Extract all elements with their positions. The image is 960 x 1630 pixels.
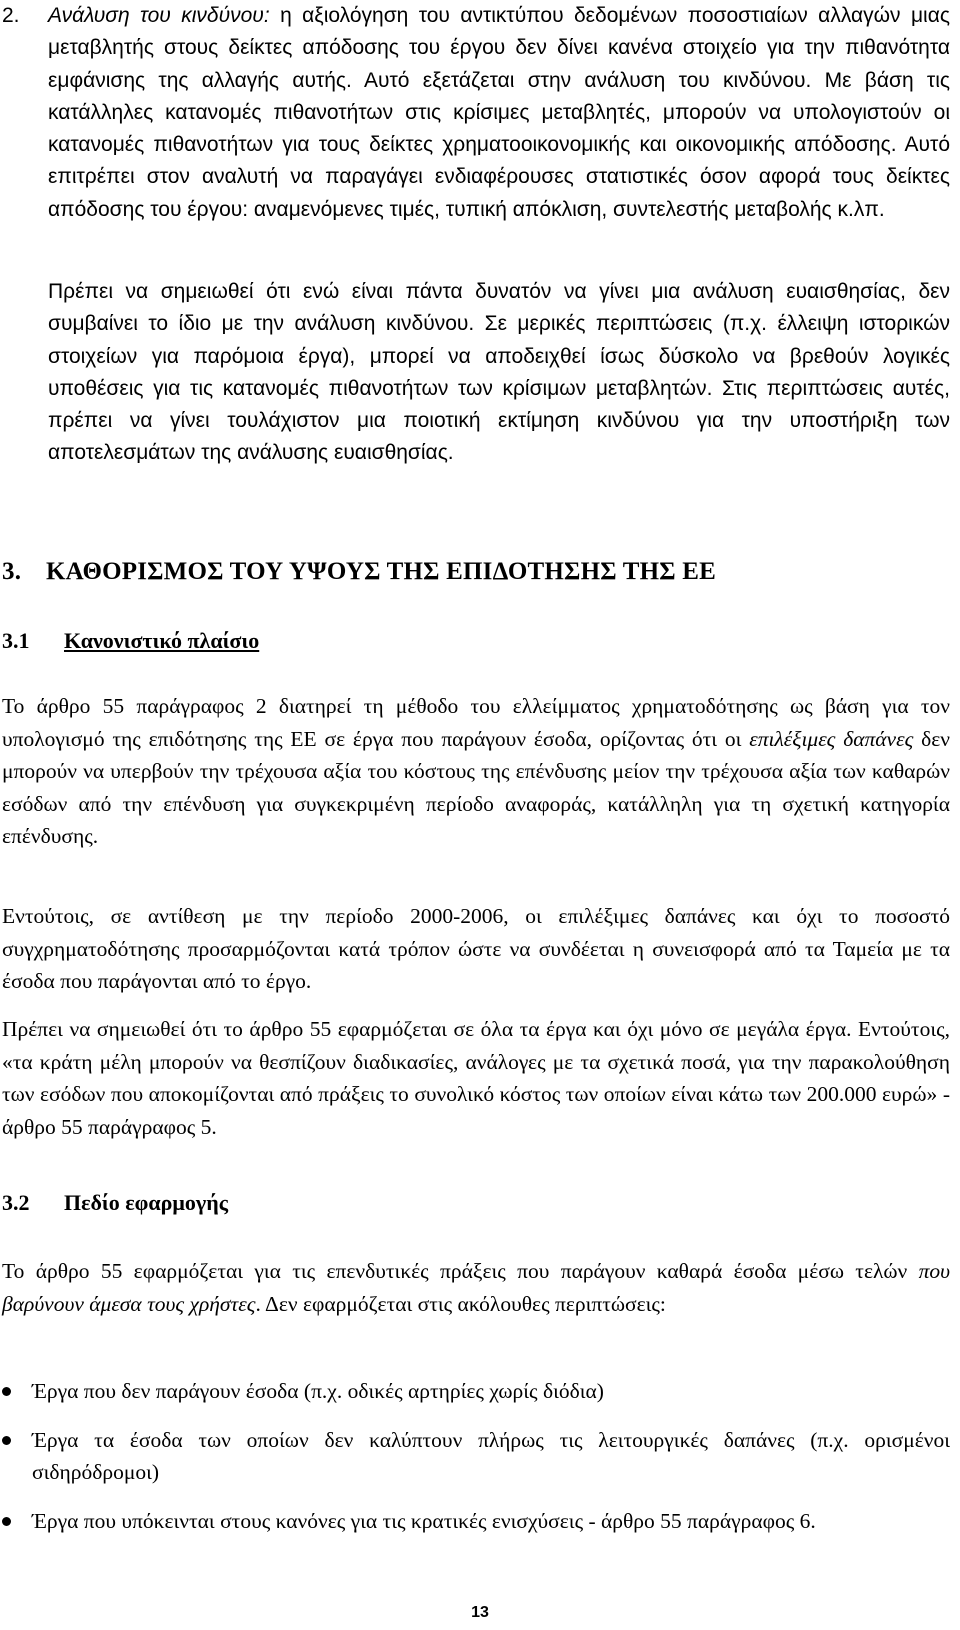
paragraph-text: Το άρθρο 55 παράγραφος 2 διατηρεί τη μέθοδο του ελλείμματος χρηματοδότησης ως βάση για τον υπολογισμό της επιδότησης της ΕΕ σε έργα που παράγουν έσοδα, ορίζοντας ότι οι	[2, 694, 950, 751]
paragraph-risk-analysis	[48, 0, 950, 226]
paragraph-text: η αξιολόγηση του αντικτύπου δεδομένων ποσοστιαίων αλλαγών μιας μεταβλητής στους δείκτες απόδοσης του έργου δεν δίνει κανένα στοιχείο για την πιθανότητα εμφάνισης της αλλαγής αυτής. Αυτό εξετάζεται στην ανάλυση του κινδύνου. Με βάση τις κατάλληλες κατανομές πιθανοτήτων στις κρίσιμες μεταβλητές, μπορούν να υπολογιστούν οι κατανομές πιθανοτήτων για τους δείκτες χρηματοοικονομικής και οικονομικής απόδοσης. Αυτό επιτρέπει στον αναλυτή να παραγάγει ενδιαφέρουσες στατιστικές όσον αφορά τους δείκτες απόδοσης του έργου: αναμενόμενες τιμές, τυπική απόκλιση, συντελεστής μεταβολής κ.λπ.	[48, 4, 950, 221]
heading-title: Κανονιστικό πλαίσιο	[64, 628, 260, 653]
bullet-icon	[2, 1517, 11, 1526]
heading-number: 3.	[2, 558, 22, 585]
paragraph-text: . Δεν εφαρμόζεται στις ακόλουθες περιπτώσεις:	[255, 1291, 666, 1316]
heading-title: ΚΑΘΟΡΙΣΜΟΣ ΤΟΥ ΥΨΟΥΣ ΤΗΣ ΕΠΙΔΟΤΗΣΗΣ ΤΗΣ ΕΕ	[46, 558, 717, 585]
list-item	[0, 1375, 950, 1408]
paragraph-text: δεν μπορούν να υπερβούν την τρέχουσα αξία του κόστους της επένδυσης μείον την τρέχουσα αξία των καθαρών εσόδων από την επένδυση για συγκεκριμένη περίοδο αναφοράς, κατάλληλη για τη σχετική κατηγορία επένδυσης.	[2, 726, 950, 848]
bullet-list	[0, 1375, 950, 1553]
paragraph-sensitivity-note: Πρέπει να σημειωθεί ότι ενώ είναι πάντα δυνατόν να γίνει μια ανάλυση ευαισθησίας, δεν συμβαίνει το ίδιο με την ανάλυση κινδύνου. Σε μερικές περιπτώσεις (π.χ. έλλειψη ιστορικών στοιχείων για παρόμοια έργα), μπορεί να αποδειχθεί ίσως δύσκολο να βρεθούν λογικές υποθέσεις για τις κατανομές πιθανοτήτων των κρίσιμων μεταβλητών. Στις περιπτώσεις αυτές, πρέπει να γίνει τουλάχιστον μια ποιοτική εκτίμηση κινδύνου για την υποστήριξη των αποτελεσμάτων της ανάλυσης ευαισθησίας.	[48, 280, 950, 465]
lead-title: Ανάλυση του κινδύνου:	[48, 4, 270, 27]
page-number: 13	[471, 1604, 489, 1621]
list-number: 2.	[2, 4, 20, 27]
list-item	[0, 1424, 950, 1489]
italic-phrase: που βαρύνουν άμεσα τους χρήστες	[2, 1259, 950, 1316]
list-item	[0, 1505, 950, 1538]
paragraph-3-1-3: Πρέπει να σημειωθεί ότι το άρθρο 55 εφαρμόζεται σε όλα τα έργα και όχι μόνο σε μεγάλα έργα. Εντούτοις, «τα κράτη μέλη μπορούν να θεσπίζουν διαδικασίες, ανάλογες με τα σχετικά ποσά, για την παρακολούθηση των εσόδων που αποκομίζονται από πράξεις το συνολικό κόστος των οποίων είναι κάτω των 200.000 ευρώ» - άρθρο 55 παράγραφος 5.	[2, 1017, 950, 1139]
list-item-text: Έργα που δεν παράγουν έσοδα (π.χ. οδικές αρτηρίες χωρίς διόδια)	[32, 1379, 604, 1403]
italic-term: επιλέξιμες δαπάνες	[749, 726, 914, 751]
heading-title: Πεδίο εφαρμογής	[64, 1190, 228, 1215]
list-item-text: Έργα που υπόκεινται στους κανόνες για τις κρατικές ενισχύσεις - άρθρο 55 παράγραφος 6.	[32, 1508, 816, 1533]
section-heading-3	[2, 558, 716, 586]
heading-number: 3.1	[2, 628, 30, 653]
paragraph-3-1-1	[2, 690, 950, 853]
subsection-heading-3-2	[2, 1190, 228, 1216]
heading-number: 3.2	[2, 1190, 30, 1215]
bullet-icon	[2, 1436, 11, 1445]
paragraph-3-2-1	[2, 1255, 950, 1320]
bullet-icon	[2, 1387, 11, 1396]
list-item-text: Έργα τα έσοδα των οποίων δεν καλύπτουν πλήρως τις λειτουργικές δαπάνες (π.χ. ορισμένοι σιδηρόδρομοι)	[32, 1427, 950, 1484]
paragraph-text: Το άρθρο 55 εφαρμόζεται για τις επενδυτικές πράξεις που παράγουν καθαρά έσοδα μέσω τελών	[2, 1259, 919, 1283]
paragraph-3-1-2: Εντούτοις, σε αντίθεση με την περίοδο 2000-2006, οι επιλέξιμες δαπάνες και όχι το ποσοστό συγχρηματοδότησης προσαρμόζονται κατά τρόπον ώστε να συνδέεται η συνεισφορά από τα Ταμεία με τα έσοδα που παράγονται από το έργο.	[2, 904, 950, 993]
subsection-heading-3-1	[2, 628, 259, 654]
